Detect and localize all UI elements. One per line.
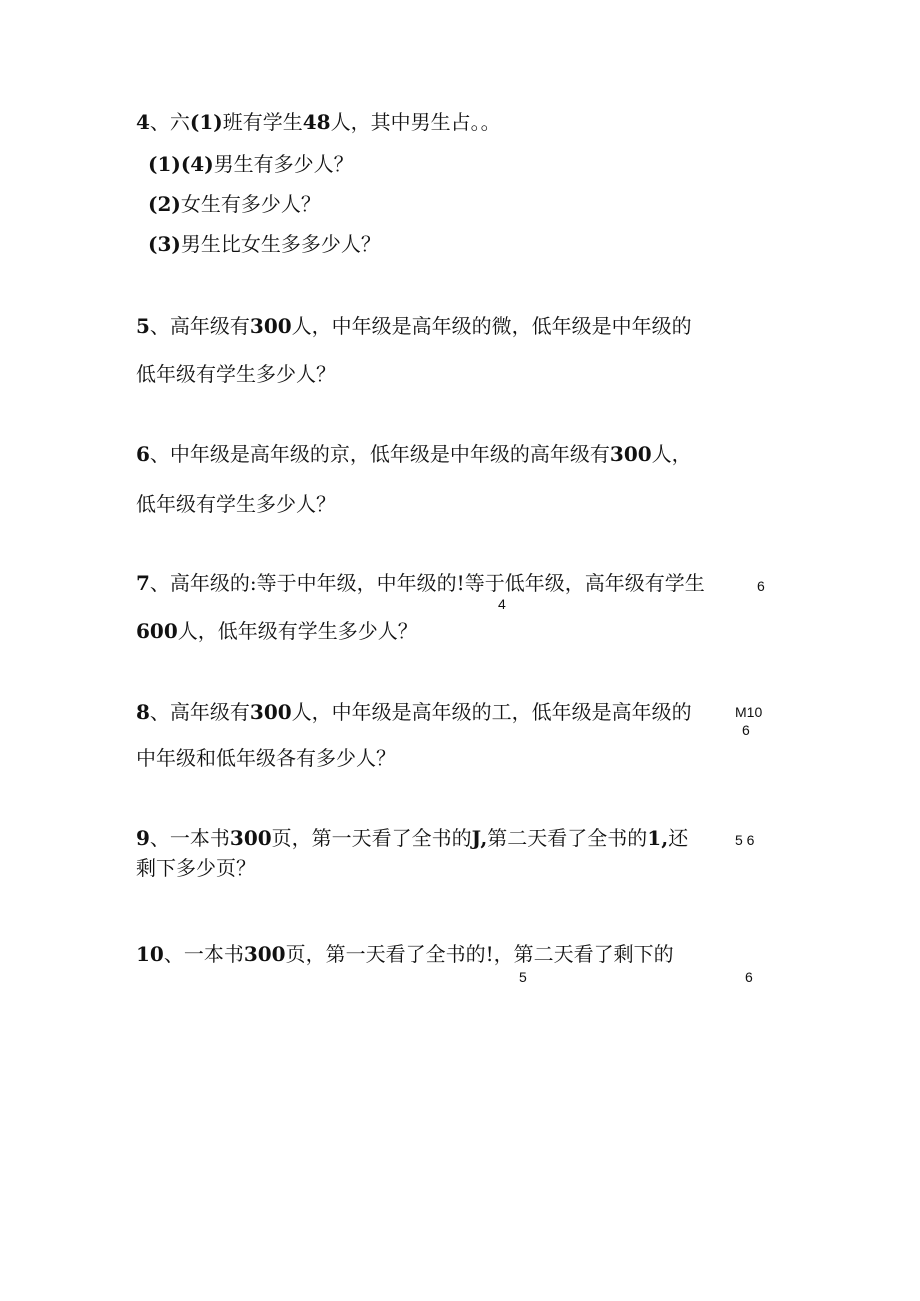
question-4-sub-2: (2)女生有多少人？ — [148, 192, 321, 216]
question-8-fraction-right: M10 — [735, 704, 763, 720]
question-7-line-2: 600人，低年级有学生多少人？ — [136, 619, 418, 643]
question-7-fraction-under: 4 — [498, 596, 506, 612]
question-10-fraction-b: 6 — [745, 969, 753, 985]
question-9-line-2: 剩下多少页？ — [136, 856, 256, 880]
question-6-line-1: 6、中年级是高年级的京，低年级是中年级的高年级有300人， — [136, 442, 692, 466]
question-8-line-1: 8、高年级有300人，中年级是高年级的工，低年级是高年级的 — [136, 700, 692, 724]
question-8-line-2: 中年级和低年级各有多少人？ — [136, 746, 396, 770]
question-10-fraction-a: 5 — [519, 969, 527, 985]
question-9-line-1: 9、一本书300页，第一天看了全书的J,第二天看了全书的1,还 — [136, 826, 689, 850]
question-4-sub-1: (1)(4)男生有多少人？ — [148, 152, 354, 176]
question-8-fraction-under: 6 — [742, 722, 750, 738]
question-9-fraction-right: 5 6 — [735, 832, 755, 848]
question-10-line-1: 10、一本书300页，第一天看了全书的!，第二天看了剩下的 — [136, 942, 674, 966]
question-6-line-2: 低年级有学生多少人？ — [136, 492, 336, 516]
question-5-line-2: 低年级有学生多少人？ — [136, 362, 336, 386]
question-4-stem: 4、六(1)班有学生48人，其中男生占。。 — [136, 110, 501, 134]
question-4-sub-3: (3)男生比女生多多少人？ — [148, 232, 381, 256]
question-5-line-1: 5、高年级有300人，中年级是高年级的微，低年级是中年级的 — [136, 314, 692, 338]
question-7-fraction-right: 6 — [757, 578, 765, 594]
question-7-line-1: 7、高年级的:等于中年级，中年级的!等于低年级，高年级有学生 — [136, 571, 705, 595]
